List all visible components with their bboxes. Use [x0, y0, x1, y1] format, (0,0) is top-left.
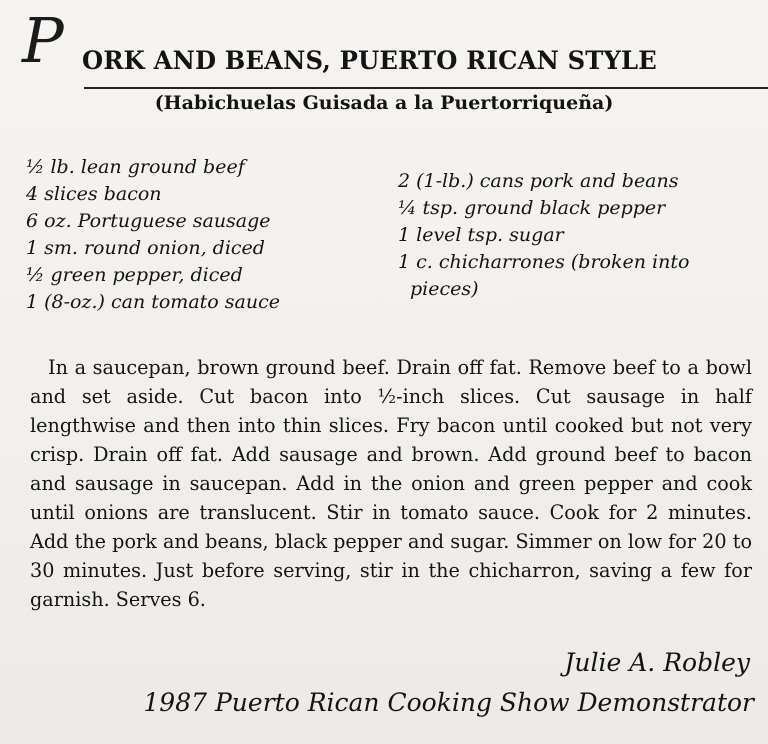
- ingredients-left-column: [26, 154, 280, 316]
- ingredient-item: 4 slices bacon: [26, 183, 162, 205]
- title-underline: [84, 87, 768, 89]
- author-title: 1987 Puerto Rican Cooking Show Demonstrator: [143, 688, 754, 717]
- ingredient-item: ½ green pepper, diced: [26, 264, 243, 286]
- ingredient-item: 6 oz. Portuguese sausage: [26, 210, 271, 232]
- ingredient-item: 1 sm. round onion, diced: [26, 237, 265, 259]
- ingredient-item: ½ lb. lean ground beef: [26, 156, 245, 178]
- ingredient-item-continuation: pieces): [410, 278, 479, 300]
- recipe-title: [22, 4, 752, 88]
- author-name: Julie A. Robley: [564, 648, 750, 677]
- ingredient-item: 2 (1-lb.) cans pork and beans: [398, 170, 679, 192]
- ingredient-item: 1 (8-oz.) can tomato sauce: [26, 291, 280, 313]
- ingredients-right-column: [398, 168, 689, 303]
- ingredient-item: 1 level tsp. sugar: [398, 224, 564, 246]
- recipe-subtitle: (Habichuelas Guisada a la Puertorriqueña): [154, 92, 614, 114]
- title-drop-cap: P: [22, 4, 62, 77]
- recipe-instructions: In a saucepan, brown ground beef. Drain off fat. Remove beef to a bowl and set aside. Cut bacon into ½-inch slices. Cut sausage in half lengthwise and then into thin slices. Fry bacon until cooked but not very crisp. Drain off fat. Add sausage and brown. Add ground beef to bacon and sausage in saucepan. Add in the onion and green pepper and cook until onions are translucent. Stir in tomato sauce. Cook for 2 minutes. Add the pork and beans, black pepper and sugar. Simmer on low for 20 to 30 minutes. Just before serving, stir in the chicharron, saving a few for garnish. Serves 6.: [30, 356, 752, 612]
- title-text: ORK AND BEANS, PUERTO RICAN STYLE: [82, 46, 657, 75]
- ingredient-item: 1 c. chicharrones (broken into: [398, 251, 690, 273]
- ingredient-item: ¼ tsp. ground black pepper: [398, 197, 666, 219]
